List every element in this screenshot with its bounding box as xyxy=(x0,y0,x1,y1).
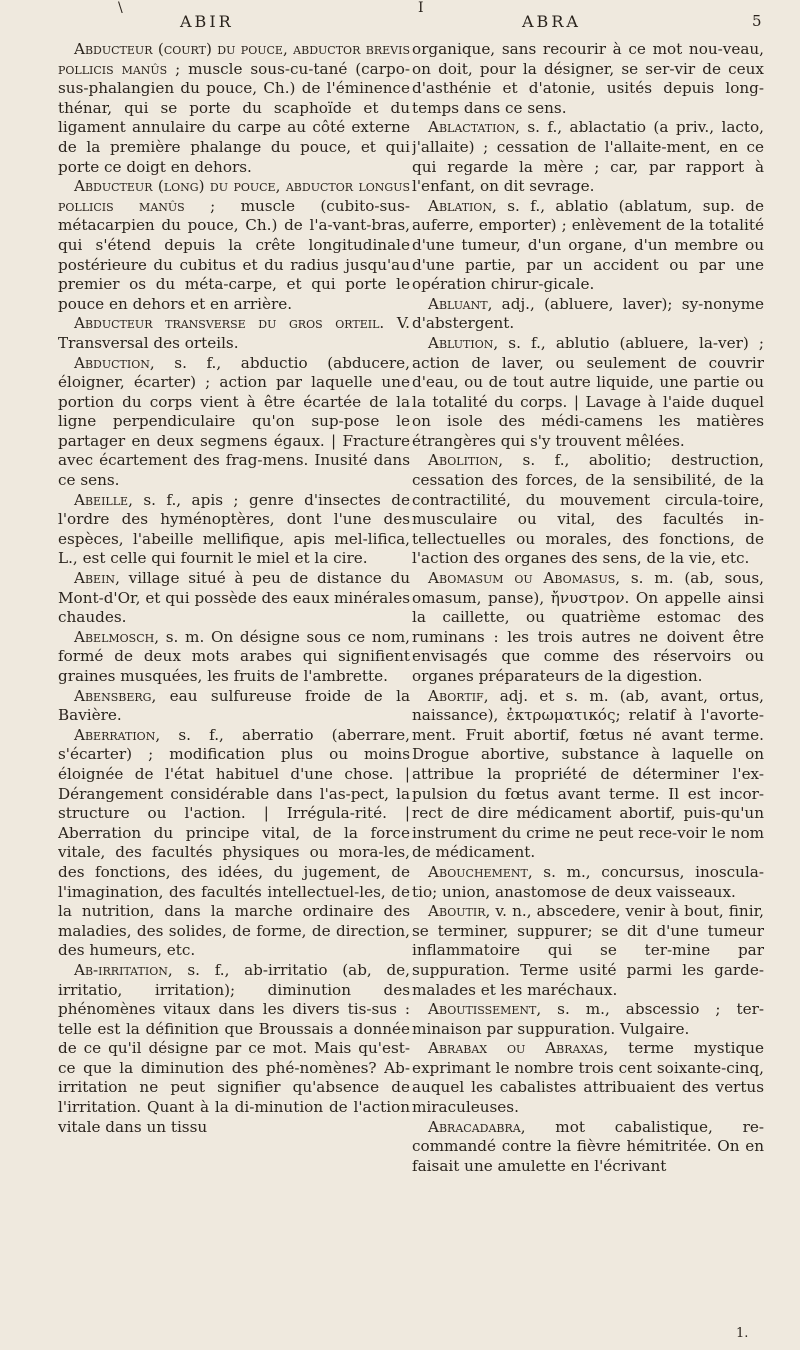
page-number: 5 xyxy=(752,12,765,30)
dictionary-entry xyxy=(58,177,410,314)
header-right-mark: I xyxy=(418,0,424,16)
entry-headword: Abeille xyxy=(74,490,129,509)
entry-definition: , s. f., ab-irritatio (ab, de, irritatio, irritation); diminution des phénomènes vitaux dans les divers tis-sus : telle est la définition que Broussais a donnée de ce qu'il désigne par ce mot. Mais qu'est-ce que la diminution des phé-nomènes? Ab-irritation ne peut signifier qu'absence de l'irritation. Quant à la di-minution de l'action vitale dans un tissu xyxy=(58,960,410,1136)
entry-definition: , s. f., apis ; genre d'insectes de l'ordre des hyménoptères, dont l'une des espèces, l'abeille mellifique, apis mel-lifica, L., est celle qui fournit le miel et la cire. xyxy=(58,490,410,568)
entry-headword: Abducteur (court) du pouce, abductor brevis pollicis manûs xyxy=(58,40,410,78)
dictionary-entry xyxy=(412,687,764,863)
dictionary-entry xyxy=(412,40,764,118)
entry-definition: organique, sans recourir à ce mot nou-veau, on doit, pour la désigner, se ser-vir de ceux d'asthénie et d'atonie, usités depuis long-temps dans ce sens. xyxy=(412,40,764,117)
header-left-mark: \ xyxy=(118,0,123,16)
dictionary-entry xyxy=(58,314,410,353)
entry-headword: Abein xyxy=(74,569,116,588)
entry-definition: , s. f., aberratio (aberrare, s'écarter) ; modification plus ou moins éloignée de l'état habituel d'une chose. | Dérangement considérable dans l'as-pect, la structure ou l'action. | Irrégula-rité. | Aberration du principe vital, de la force vitale, des facultés physiques ou mora-les, des fonctions, des idées, du jugement, de l'imagination, des facultés intellectuel-les, de la nutrition, dans la marche ordinaire des maladies, des solides, de forme, de direction, des humeurs, etc. xyxy=(58,725,410,960)
entry-definition: , adj., (abluere, laver); sy-nonyme d'abstergent. xyxy=(412,294,764,333)
running-head-right: ABRA xyxy=(522,12,581,31)
entry-definition: , v. n., abscedere, venir à bout, finir, se terminer, suppurer; se dit d'une tumeur inflammatoire qui se ter-mine par suppuration. Terme usité parmi les garde-malades et les maréchaux. xyxy=(412,902,764,999)
entry-headword: Abortif xyxy=(428,686,484,705)
dictionary-entry xyxy=(412,902,764,1000)
dictionary-entry xyxy=(412,569,764,687)
entry-headword: Abluant xyxy=(428,294,488,313)
entry-definition: , s. f., abductio (abducere, éloigner, écarter) ; action par laquelle une portion du corps vient à être écartée de la ligne perpendiculaire qu'on sup-pose le partager en deux segmens égaux. | Fracture avec écartement des frag-mens. Inusité dans ce sens. xyxy=(58,353,410,490)
entry-headword: Ab-irritation xyxy=(74,960,168,979)
entry-definition: Transversal des orteils. xyxy=(58,333,239,352)
dictionary-entry xyxy=(412,295,764,334)
entry-definition: , mot cabalistique, re-commandé contre la fièvre hémitritée. On en faisait une amulette en l'écrivant xyxy=(412,1117,764,1175)
entry-definition: ; muscle sous-cu-tané (carpo-sus-phalangien du pouce, Ch.) de l'éminence thénar, qui se porte du scaphoïde et du ligament annulaire du carpe au côté externe de la première phalange du pouce, et qui porte ce doigt en dehors. xyxy=(58,59,410,176)
entry-definition: ; muscle (cubito-sus-métacarpien du pouce, Ch.) de l'a-vant-bras, qui s'étend depuis la crête longitudinale postérieure du cubitus et du radius jusqu'au premier os du méta-carpe, et qui porte le pouce en dehors et en arrière. xyxy=(58,196,410,313)
dictionary-entry xyxy=(412,1000,764,1039)
entry-definition: , s. f., ablactatio (a priv., lacto, j'allaite) ; cessation de l'allaite-ment, en ce qui regarde la mère ; car, par rapport à l'enfant, on dit sevrage. xyxy=(412,118,764,196)
entry-headword: Aberration xyxy=(74,725,156,744)
dictionary-entry xyxy=(58,726,410,961)
right-column xyxy=(412,40,764,1340)
entry-headword: Abensberg xyxy=(74,686,152,705)
entry-definition: , s. f., abolitio; destruction, cessation des forces, de la sensibilité, de la contractilité, du mouvement circula-toire, musculaire ou vital, des facultés in-tellectuelles ou morales, des fonctions, de l'action des organes des sens, de la vie, etc. xyxy=(412,451,764,568)
entry-definition: , terme mystique exprimant le nombre trois cent soixante-cinq, auquel les cabalistes attribuaient des vertus miraculeuses. xyxy=(412,1039,764,1117)
entry-headword: Aboutissement xyxy=(428,1000,537,1019)
dictionary-entry xyxy=(412,1118,764,1177)
entry-definition: , eau sulfureuse froide de la Bavière. xyxy=(58,686,410,725)
entry-definition: , s. m. (ab, sous, omasum, panse), ἤνυστρον. On appelle ainsi la caillette, ou quatrième estomac des ruminans : les trois autres ne doivent être envisagés que comme des réservoirs ou organes préparateurs de la digestion. xyxy=(412,569,764,685)
dictionary-entry xyxy=(58,569,410,628)
dictionary-entry xyxy=(412,451,764,569)
entry-headword: Ablation xyxy=(428,196,493,215)
signature-mark: 1. xyxy=(736,1326,749,1341)
entry-headword: Abolition xyxy=(428,451,499,470)
entry-definition: , s. m., concursus, inoscula-tio; union, anastomose de deux vaisseaux. xyxy=(412,862,764,901)
dictionary-entry xyxy=(412,334,764,452)
dictionary-entry xyxy=(412,118,764,196)
entry-definition: , adj. et s. m. (ab, avant, ortus, naissance), ἐκτρωματικός; relatif à l'avorte-ment. Fruit abortif, fœtus né avant terme. Drogue abortive, substance à laquelle on attribue la propriété de déterminer l'ex-pulsion du fœtus avant terme. Il est incor-rect de dire médicament abortif, puis-qu'un instrument du crime ne peut rece-voir le nom de médicament. xyxy=(412,686,764,862)
running-head-left: ABIR xyxy=(180,12,234,31)
dictionary-entry xyxy=(412,863,764,902)
entry-definition: , s. f., ablutio (abluere, la-ver) ; action de laver, ou seulement de couvrir d'eau, ou de tout autre liquide, une partie ou la totalité du corps. | Lavage à l'aide duquel on isole des médi-camens les matières étrangères qui s'y trouvent mêlées. xyxy=(412,333,764,450)
entry-headword: Abomasum ou Abomasus xyxy=(428,569,616,588)
entry-headword: Abduction xyxy=(74,353,150,372)
dictionary-entry xyxy=(58,354,410,491)
entry-headword: Abracadabra xyxy=(428,1117,521,1136)
entry-definition: , village situé à peu de distance du Mont-d'Or, et qui possède des eaux minérales chaudes. xyxy=(58,569,410,627)
entry-definition: , s. m., abscessio ; ter-minaison par suppuration. Vulgaire. xyxy=(412,1000,764,1038)
entry-definition: , s. m. On désigne sous ce nom, formé de deux mots arabes qui signifient graines musquées, les fruits de l'ambrette. xyxy=(58,627,410,685)
entry-headword: Ablution xyxy=(428,333,494,352)
entry-definition: , s. f., ablatio (ablatum, sup. de auferre, emporter) ; enlèvement de la totalité d'une tumeur, d'un organe, d'un membre ou d'une partie, par un accident ou par une opération chirur-gicale. xyxy=(412,196,764,294)
entry-headword: Abrabax ou Abraxas xyxy=(428,1039,604,1058)
entry-headword: Abducteur transverse du gros orteil. V. xyxy=(74,314,410,333)
dictionary-entry xyxy=(58,491,410,569)
dictionary-entry xyxy=(58,628,410,687)
dictionary-entry xyxy=(58,40,410,177)
dictionary-entry xyxy=(412,197,764,295)
dictionary-entry xyxy=(58,961,410,1137)
entry-headword: Ablactation xyxy=(428,118,516,137)
entry-headword: Abducteur (long) du pouce, abductor longus pollicis manûs xyxy=(58,177,410,215)
dictionary-entry xyxy=(58,687,410,726)
entry-headword: Abouchement xyxy=(428,862,528,881)
entry-headword: Abelmosch xyxy=(74,627,155,646)
dictionary-entry xyxy=(412,1039,764,1117)
left-column xyxy=(58,40,410,1340)
entry-headword: Aboutir xyxy=(428,902,486,921)
